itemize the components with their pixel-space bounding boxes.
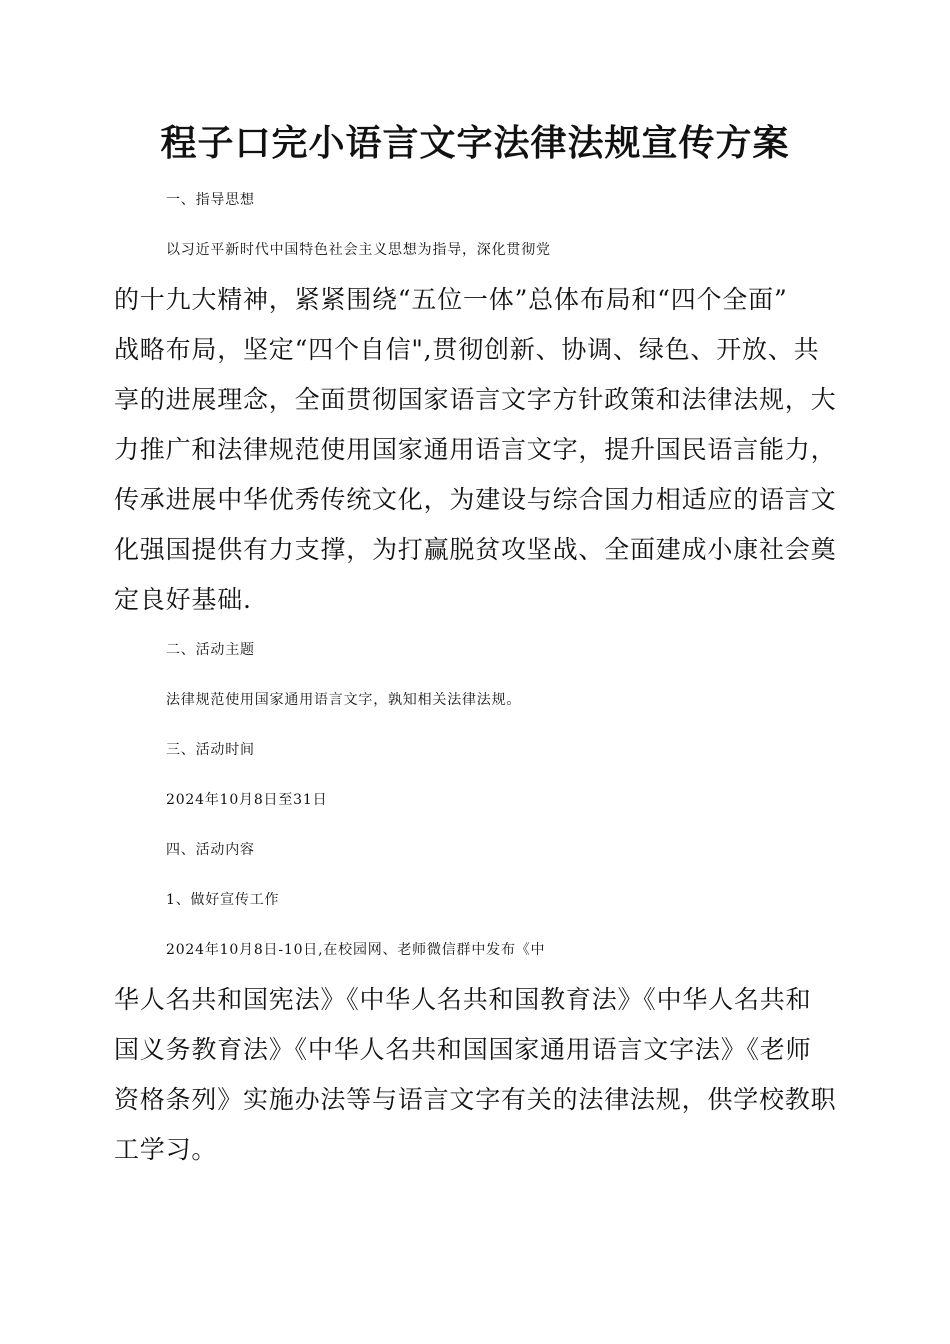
- paragraph-line: 力推广和法律规范使用国家通用语言文字，提升国民语言能力，: [114, 435, 837, 464]
- heading-guiding-thought: 一、指导思想: [166, 192, 255, 208]
- document-title: 程子口完小语言文字法律法规宣传方案: [160, 122, 790, 164]
- paragraph-line: 定良好基础.: [114, 585, 252, 614]
- paragraph-line: 化强国提供有力支撑，为打赢脱贫攻坚战、全面建成小康社会奠: [114, 535, 837, 564]
- subheading-publicity-work: 1、做好宣传工作: [166, 892, 280, 908]
- paragraph-line: 传承进展中华优秀传统文化，为建设与综合国力相适应的语言文: [114, 485, 837, 514]
- paragraph-line: 2024年10月8日至31日: [166, 792, 328, 808]
- paragraph-line: 享的进展理念，全面贯彻国家语言文字方针政策和法律法规，大: [114, 385, 837, 414]
- paragraph-line: 法律规范使用国家通用语言文字，孰知相关法律法规。: [166, 692, 522, 708]
- paragraph-line: 国义务教育法》《中华人名共和国国家通用语言文字法》《老师: [114, 1035, 812, 1064]
- paragraph-line: 资格条列》实施办法等与语言文字有关的法律法规，供学校教职: [114, 1085, 837, 1114]
- paragraph-line: 战略布局，坚定“四个自信",贯彻创新、协调、绿色、开放、共: [114, 335, 820, 364]
- paragraph-line: 的十九大精神，紧紧围绕“五位一体”总体布局和“四个全面”: [114, 285, 788, 314]
- heading-activity-theme: 二、活动主题: [166, 642, 255, 658]
- paragraph-line: 华人名共和国宪法》《中华人名共和国教育法》《中华人名共和: [114, 985, 812, 1014]
- heading-activity-content: 四、活动内容: [166, 842, 255, 858]
- paragraph-line: 2024年10月8日-10日,在校园网、老师微信群中发布《中: [166, 942, 546, 958]
- paragraph-line: 以习近平新时代中国特色社会主义思想为指导，深化贯彻党: [166, 242, 551, 258]
- heading-activity-time: 三、活动时间: [166, 742, 255, 758]
- paragraph-line: 工学习。: [114, 1135, 218, 1164]
